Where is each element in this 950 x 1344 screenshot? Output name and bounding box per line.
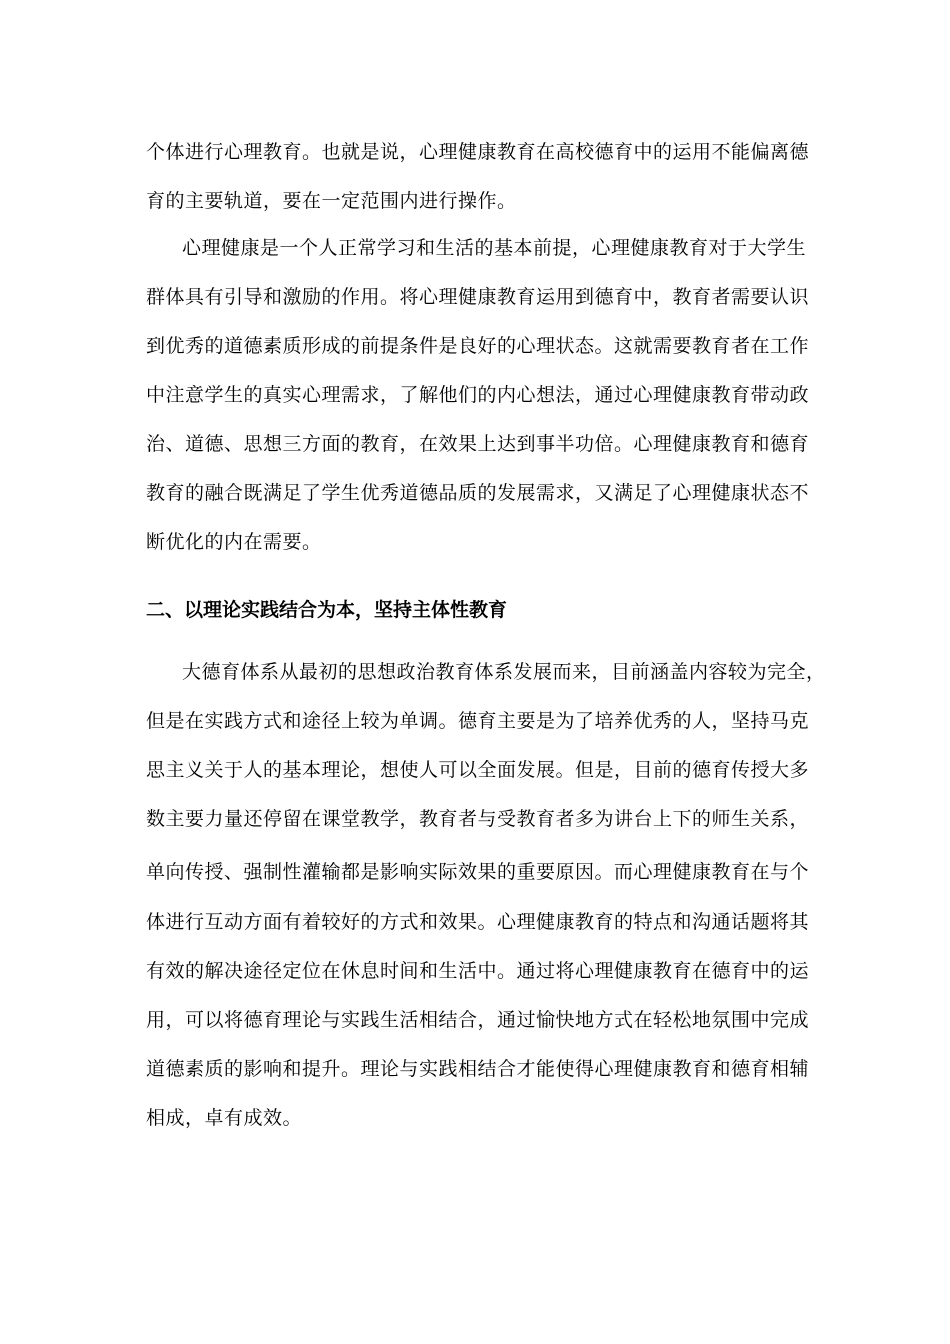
paragraph-3-line-9: 道德素质的影响和提升。理论与实践相结合才能使得心理健康教育和德育相辅 [146,1058,810,1080]
paragraph-3-line-4: 数主要力量还停留在课堂教学，教育者与受教育者多为讲台上下的师生关系， [146,808,810,830]
section-heading: 二、以理论实践结合为本，坚持主体性教育 [146,599,508,621]
paragraph-3-line-7: 有效的解决途径定位在休息时间和生活中。通过将心理健康教育在德育中的运 [146,960,810,982]
paragraph-1-line-2: 育的主要轨道，要在一定范围内进行操作。 [146,190,517,212]
paragraph-3-line-6: 体进行互动方面有着较好的方式和效果。心理健康教育的特点和沟通话题将其 [146,911,810,933]
paragraph-3-line-10: 相成，卓有成效。 [146,1107,303,1129]
paragraph-3-line-3: 思主义关于人的基本理论，想使人可以全面发展。但是，目前的德育传授大多 [146,759,810,781]
paragraph-3-line-1: 大德育体系从最初的思想政治教育体系发展而来，目前涵盖内容较为完全， [182,661,826,683]
paragraph-2-line-5: 治、道德、思想三方面的教育，在效果上达到事半功倍。心理健康教育和德育 [146,433,810,455]
paragraph-2-line-7: 断优化的内在需要。 [146,531,322,553]
paragraph-2-line-3: 到优秀的道德素质形成的前提条件是良好的心理状态。这就需要教育者在工作 [146,335,810,357]
paragraph-3-line-5: 单向传授、强制性灌输都是影响实际效果的重要原因。而心理健康教育在与个 [146,861,810,883]
paragraph-1-line-1: 个体进行心理教育。也就是说，心理健康教育在高校德育中的运用不能偏离德 [146,141,810,163]
paragraph-2-line-2: 群体具有引导和激励的作用。将心理健康教育运用到德育中，教育者需要认识 [146,286,810,308]
paragraph-2-line-6: 教育的融合既满足了学生优秀道德品质的发展需求，又满足了心理健康状态不 [146,482,810,504]
paragraph-3-line-8: 用，可以将德育理论与实践生活相结合，通过愉快地方式在轻松地氛围中完成 [146,1009,810,1031]
paragraph-2-line-1: 心理健康是一个人正常学习和生活的基本前提，心理健康教育对于大学生 [182,237,807,259]
paragraph-2-line-4: 中注意学生的真实心理需求，了解他们的内心想法，通过心理健康教育带动政 [146,384,810,406]
paragraph-3-line-2: 但是在实践方式和途径上较为单调。德育主要是为了培养优秀的人，坚持马克 [146,710,810,732]
